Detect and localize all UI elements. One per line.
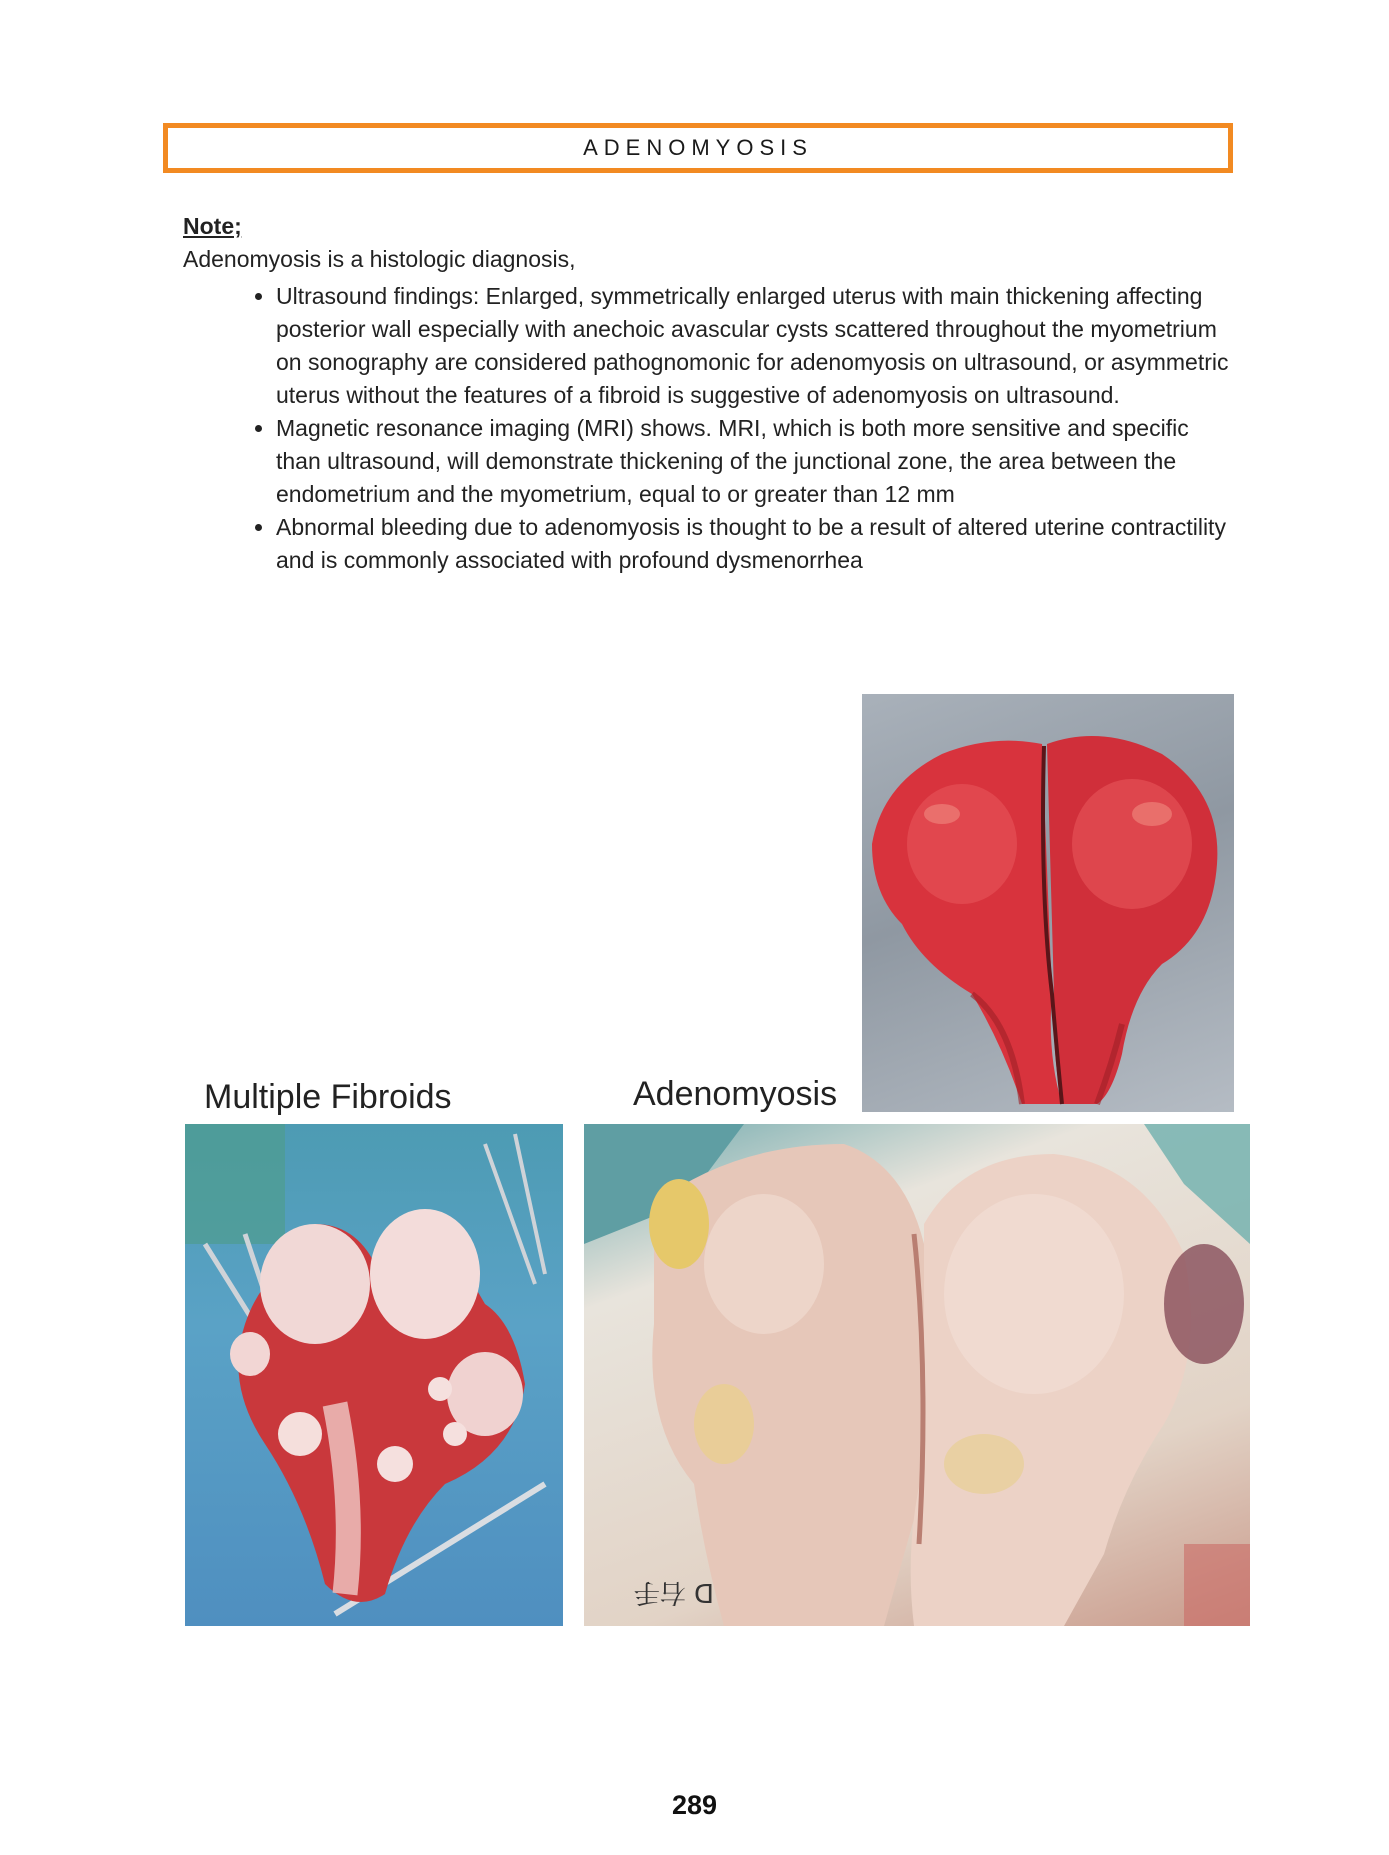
multiple-fibroids-photo bbox=[185, 1124, 563, 1626]
section-title-text: ADENOMYOSIS bbox=[583, 135, 813, 160]
caption-adenomyosis: Adenomyosis bbox=[633, 1075, 838, 1113]
list-item: • Magnetic resonance imaging (MRI) shows. MRI, which is both more sensitive and specific than ultrasound, will demonstrate thickening of the junctional zone, the area between the endometrium and the myometrium, equal to or greater than 12 mm bbox=[276, 412, 1236, 511]
adenomyosis-section-photo bbox=[862, 694, 1234, 1112]
specimen-marking: D 右手 bbox=[633, 1577, 714, 1607]
list-item: • Abnormal bleeding due to adenomyosis is thought to be a result of altered uterine contractility and is commonly associated with profound dysmenorrhea bbox=[276, 511, 1236, 577]
list-item: • Ultrasound findings: Enlarged, symmetrically enlarged uterus with main thickening affecting posterior wall especially with anechoic avascular cysts scattered throughout the myometrium on sonography are considered pathognomonic for adenomyosis on ultrasound, or asymmetric uterus without the features of a fibroid is suggestive of adenomyosis on ultrasound. bbox=[276, 280, 1236, 412]
page-number: 289 bbox=[671, 1790, 718, 1820]
adenomyosis-section-illustration bbox=[862, 694, 1234, 1112]
adenomyosis-gross-photo bbox=[584, 1124, 1250, 1626]
adenomyosis-gross-illustration bbox=[584, 1124, 1250, 1626]
findings-list bbox=[240, 280, 1236, 577]
section-title bbox=[163, 123, 1233, 173]
intro-text: Adenomyosis is a histologic diagnosis, bbox=[183, 246, 576, 272]
note-label: Note; bbox=[183, 213, 242, 239]
caption-multiple-fibroids: Multiple Fibroids bbox=[204, 1078, 452, 1116]
fibroids-illustration bbox=[185, 1124, 563, 1626]
